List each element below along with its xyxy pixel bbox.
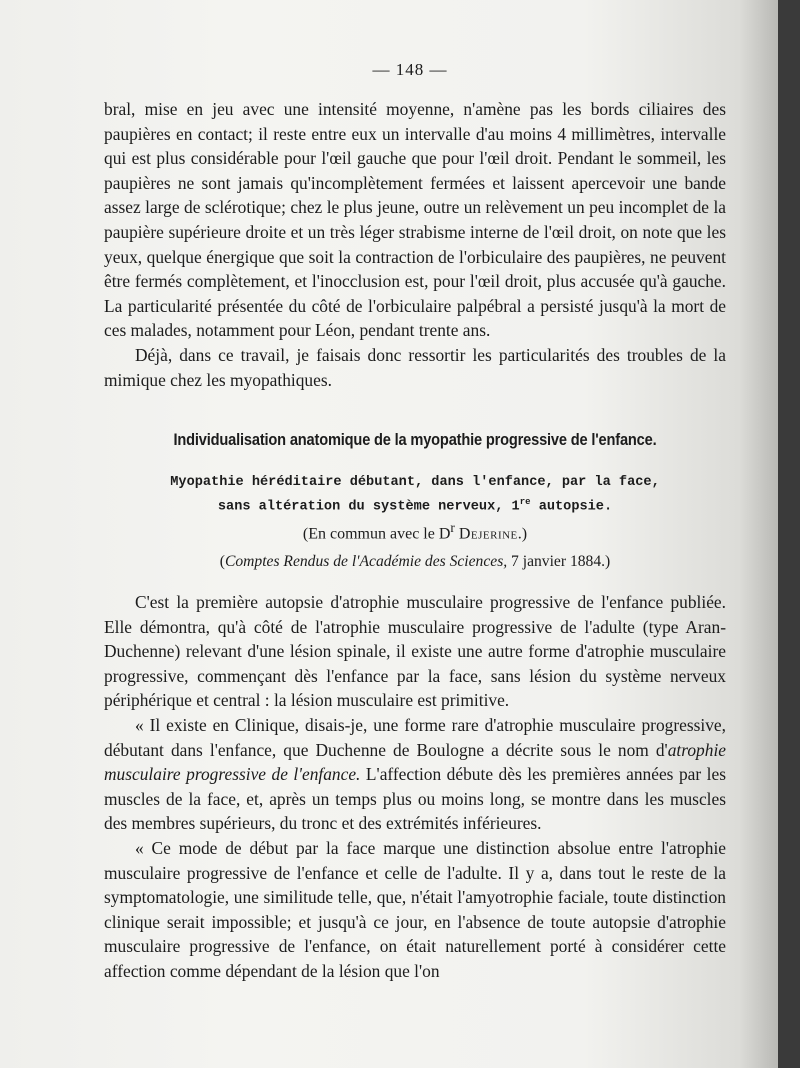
paragraph-clinique-end: L'affection débute dès les premières années par les muscles de la face, et, après un temps plus ou moins long, se montre dans les muscles des membres supérieurs, du tronc et des extrémités inférieures.	[104, 764, 726, 834]
citation-journal: Comptes Rendus de l'Académie des Sciences,	[224, 553, 508, 570]
paragraph-mode-debut: « Ce mode de début par la face marque une distinction absolue entre l'atrophie musculaire progressive de l'enfance et celle de l'adulte. Il y a, dans tout le reste de la symptomatologie, une similitude telle, que, n'était l'amyotrophie faciale, toute distinction clinique serait impossible; et jusqu'à ce jour, en l'absence de toute autopsie d'atrophie musculaire progressive de l'enfance, on était naturellement porté à considérer cette affection comme dépendant de la lésion que l'on	[104, 837, 726, 981]
subtitle-line-2	[0, 493, 800, 517]
collab-prefix: (En commun avec le D	[302, 525, 451, 543]
collab-superscript: r	[450, 520, 455, 535]
citation-date: 7 janvier 1884.	[507, 553, 606, 570]
subtitle-superscript: re	[519, 496, 531, 507]
paragraph-clinique-start: « Il existe en Clinique, disais-je, une forme rare d'atrophie musculaire progressive, débutant dans l'enfance, que Duchenne de Boulogne a décrite sous le nom d'	[104, 714, 726, 760]
section-title: Individualisation anatomique de la myopathie progressive de l'enfance.	[173, 430, 657, 449]
subtitle-line-2-end: autopsie.	[530, 499, 613, 515]
collab-author: Dejerine	[458, 525, 518, 543]
citation: (Comptes Rendus de l'Académie des Sciences, 7 janvier 1884.)	[219, 553, 611, 570]
paragraph-clinique	[104, 713, 726, 836]
paragraph-continued: bral, mise en jeu avec une intensité moyenne, n'amène pas les bords ciliaires des paupières en contact; il reste entre eux un intervalle d'au moins 4 millimètres, intervalle qui est plus considérable pour l'œil gauche que pour l'œil droit. Pendant le sommeil, les paupières ne sont jamais qu'incomplètement fermées et laissent apercevoir une bande assez large de sclérotique; chez le plus jeune, outre un relèvement un peu incomplet de la paupière supérieure droite et un très léger strabisme interne de l'œil droit, on note que les yeux, quelque énergique que soit la contraction de l'orbiculaire des paupières, ne peuvent être fermés complètement, et l'inocclusion est, pour l'œil droit, plus accusée qu'à gauche. La particularité présentée du côté de l'orbiculaire palpébral a persisté jusqu'à la mort de ces malades, notamment pour Léon, pendant trente ans.	[104, 99, 726, 341]
collab-suffix: .)	[517, 525, 528, 543]
page-number: — 148 —	[372, 60, 448, 79]
paragraph-autopsie: C'est la première autopsie d'atrophie musculaire progressive de l'enfance publiée. Elle démontra, qu'à côté de l'atrophie musculaire progressive de l'adulte (type Aran-Duchenne) relevant d'une lésion spinale, il existe une autre forme d'atrophie musculaire progressive, commençant dès l'enfance par la face, sans lésion du système nerveux périphérique et central : la lésion musculaire est primitive.	[104, 592, 726, 711]
bottom-text-block	[104, 590, 726, 984]
paragraph-mimique: Déjà, dans ce travail, je faisais donc ressortir les particularités des troubles de la mimique chez les myopathiques.	[104, 344, 726, 390]
paragraph-clinique-italic: atrophie musculaire progressive de l'enfance.	[104, 739, 726, 785]
top-text-block	[104, 97, 726, 392]
subtitle-line-1: Myopathie héréditaire débutant, dans l'enfance, par la face,	[170, 475, 660, 490]
subtitle-line-2-text: sans altération du système nerveux, 1	[217, 499, 520, 515]
collaboration-note	[0, 520, 800, 543]
subtitle	[0, 473, 800, 517]
